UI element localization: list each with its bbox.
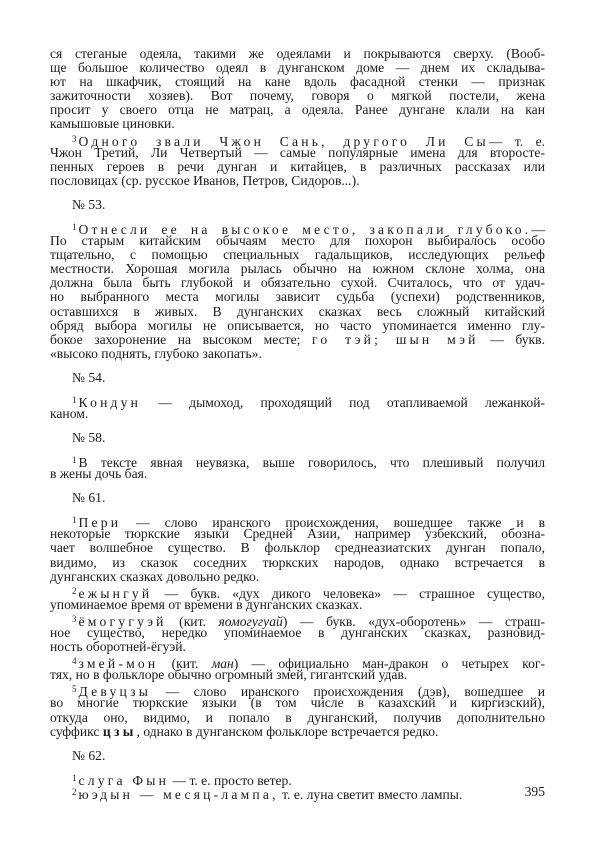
text-line — [50, 640, 545, 654]
footnote-number: 5 — [72, 684, 77, 695]
text-segment: зажиточности хозяев). Вот почему, говоря о мягкой постели, жена — [50, 88, 545, 104]
spaced-term: слуга Фын — [78, 772, 170, 788]
text-line — [50, 527, 545, 541]
text-segment: просит у своего отца не матрац, а одеяла. Ранее дунгане клали на кан — [50, 102, 545, 118]
text-segment: ное существо, нередко упоминаемое в дунганских сказках, разновид- — [50, 625, 545, 640]
text-segment: ще большое количество одеял в дунганском доме — днем их складыва- — [50, 60, 545, 76]
section-heading: № 53. — [72, 196, 106, 212]
text-segment: — т. е. просто ветер. — [169, 772, 292, 788]
spaced-term: Пери — [78, 515, 122, 531]
text-line — [50, 234, 545, 248]
footnote-number: 4 — [72, 656, 77, 667]
spaced-term: юэдын — месяц-лампа, — [78, 786, 279, 802]
section-heading: № 54. — [72, 369, 106, 385]
text-line — [50, 103, 545, 117]
spaced-term: цзы — [102, 723, 137, 739]
spaced-term: Кондун — [78, 394, 142, 410]
footnote-number: 1 — [72, 221, 77, 232]
text-line — [50, 333, 545, 347]
footnote-number: 2 — [72, 585, 77, 596]
text-segment: бокое захоронение на высоком месте; — [50, 331, 312, 347]
footnote-paragraph — [50, 771, 545, 788]
text-line — [50, 319, 545, 333]
footnote-number: 1 — [72, 772, 77, 783]
footnote-paragraph — [50, 132, 545, 188]
footnote-paragraph — [50, 785, 545, 802]
text-segment: но выбранного места могилы зависит судьба (успехи) родственников, — [50, 289, 545, 305]
paragraph — [50, 47, 545, 132]
footnote-paragraph — [50, 682, 545, 738]
text-segment: во многие тюркские языки (в том числе в казахский и киргизский), — [50, 695, 545, 711]
text-segment: некоторые тюркские языки Средней Азии, например узбекский, обозна- — [50, 526, 545, 542]
text-line — [50, 276, 545, 290]
text-segment: обряд выбора могилы не описывается, но часто упоминается именно глу- — [50, 317, 545, 333]
text-segment: В тексте явная неувязка, выше говорилось, что плешивый получил — [78, 455, 545, 471]
text-segment: — слово иранского происхождения, вошедшее также и в — [121, 515, 545, 531]
footnote-paragraph — [50, 654, 545, 682]
text-segment: ся стеганые одеяла, такими же одеялами и покрываются сверху. (Вооб- — [50, 46, 545, 61]
text-line — [50, 248, 545, 262]
text-line — [50, 220, 545, 237]
text-line — [50, 453, 545, 471]
text-segment: пенных героев в речи дунган и китайцев, в различных рассказах или — [50, 158, 545, 174]
text-line — [50, 160, 545, 174]
text-line — [50, 785, 545, 802]
text-line — [50, 654, 545, 672]
text-segment: упоминаемое время от времени в дунганских сказках. — [50, 596, 363, 612]
text-line — [50, 61, 545, 75]
text-line — [50, 725, 545, 739]
text-line — [50, 132, 545, 149]
text-segment: По старым китайским обычаям место для похорон выбиралось особо — [50, 233, 545, 249]
text-segment: — слово иранского происхождения (дэв), вошедшее и — [151, 684, 545, 700]
footnote-paragraph — [50, 393, 545, 421]
text-segment: откуда оно, видимо, и попало в дунганский, получив дополнительно — [50, 709, 545, 725]
text-segment: ) — официально ман-дракон о четырех ког- — [233, 656, 545, 672]
text-segment: т. е. луна светит вместо лампы. — [278, 786, 463, 802]
footnote-paragraph — [50, 453, 545, 481]
text-line — [50, 612, 545, 629]
text-segment: местности. Хорошая могила рылась обычно на южном склоне холма, она — [50, 261, 545, 277]
text-line — [50, 541, 545, 555]
page-number: 395 — [524, 784, 545, 799]
spaced-term: Отнесли ее на высокое место, закопали глубоко. — [78, 221, 532, 237]
section-heading: № 62. — [72, 747, 106, 763]
text-segment: ман — [211, 656, 234, 672]
text-segment: ) — букв. «дух-оборотень» — страш- — [282, 613, 545, 629]
text-segment: — дымоход, проходящий под отапливаемой лежанкой- — [141, 394, 545, 410]
text-line — [50, 771, 545, 788]
text-segment: тщательно, с помощью специальных гадальщиков, исследующих рельеф — [50, 247, 545, 263]
text-line — [50, 47, 545, 61]
text-segment: тях, но в фольклоре обычно огромный змей, гигантский удав. — [50, 667, 408, 683]
book-page-text — [50, 46, 545, 802]
spaced-term: го тэй; шын мэй — [311, 331, 479, 347]
text-line — [50, 711, 545, 725]
text-segment: дунганских сказках довольно редко. — [50, 568, 260, 584]
footnote-number: 1 — [72, 394, 77, 405]
spaced-term: Девуцзы — [78, 684, 152, 700]
text-line — [50, 696, 545, 710]
footnote-number: 3 — [72, 133, 77, 144]
text-line — [50, 584, 545, 601]
footnote-paragraph — [50, 513, 545, 583]
text-segment: оставшихся в живых. В дунганских сказках весь сложный китайский — [50, 303, 545, 319]
text-line — [50, 262, 545, 276]
footnote-paragraph — [50, 220, 545, 361]
text-segment: , однако в дунганском фольклоре встречается редко. — [136, 723, 439, 739]
text-line — [50, 393, 545, 410]
text-segment: — т. е. — [488, 133, 545, 149]
text-segment: «высоко поднять, глубоко закопать». — [50, 345, 262, 361]
footnote-number: 1 — [72, 455, 77, 466]
text-segment: камышовые циновки. — [50, 116, 175, 132]
spaced-term: Одного звали Чжон Сань, другого Ли Сы — [78, 133, 489, 149]
text-line — [50, 117, 545, 131]
footnote-number: 1 — [72, 515, 77, 526]
text-segment: ность оборотней-ёгуэй. — [50, 639, 186, 655]
text-segment: ют на шкафчик, стоящий на кане вдоль фасадной стенки — признак — [50, 74, 545, 90]
text-segment: — букв. «дух дикого человека» — страшное существо, — [152, 585, 545, 601]
footnote-paragraph — [50, 612, 545, 654]
text-segment: суффикс — [50, 723, 103, 739]
text-segment: яомогугуай — [218, 613, 283, 629]
text-segment: видимо, из сказок соседних тюркских народов, однако встречается в — [50, 554, 545, 570]
text-line — [50, 626, 545, 640]
text-segment: — букв. — [478, 331, 545, 347]
text-line — [50, 682, 545, 700]
text-line — [50, 305, 545, 319]
text-segment: Чжон Третий, Ли Четвертый — самые популярные имена для второсте- — [50, 144, 545, 160]
text-segment: — — [531, 221, 545, 237]
text-line — [50, 75, 545, 89]
text-line — [50, 174, 545, 188]
spaced-term: ёмогугуэй — [78, 613, 167, 629]
text-line — [50, 89, 545, 103]
text-segment: пословицах (ср. русское Иванов, Петров, Сидоров...). — [50, 172, 360, 188]
text-segment: чает волшебное существо. В фольклор среднеазиатских дунган попало, — [50, 540, 545, 556]
text-line — [50, 556, 545, 570]
section-heading: № 58. — [72, 430, 106, 446]
text-segment: в жены дочь бая. — [50, 466, 148, 482]
text-segment: каном. — [50, 405, 89, 421]
text-line — [50, 290, 545, 304]
spaced-term: ежынгуй — [78, 585, 153, 601]
footnote-number: 2 — [72, 786, 77, 797]
section-heading: № 61. — [72, 490, 106, 506]
footnote-number: 3 — [72, 613, 77, 624]
text-line — [50, 513, 545, 531]
text-line — [50, 146, 545, 160]
text-segment: (кит. — [158, 656, 212, 672]
text-line — [50, 570, 545, 584]
text-line — [50, 347, 545, 361]
text-segment: (кит. — [166, 613, 219, 629]
text-segment: должна была быть глубокой и обязательно сухой. Считалось, что от удач- — [50, 275, 545, 291]
spaced-term: змей-мон — [78, 656, 159, 672]
footnote-paragraph — [50, 584, 545, 612]
